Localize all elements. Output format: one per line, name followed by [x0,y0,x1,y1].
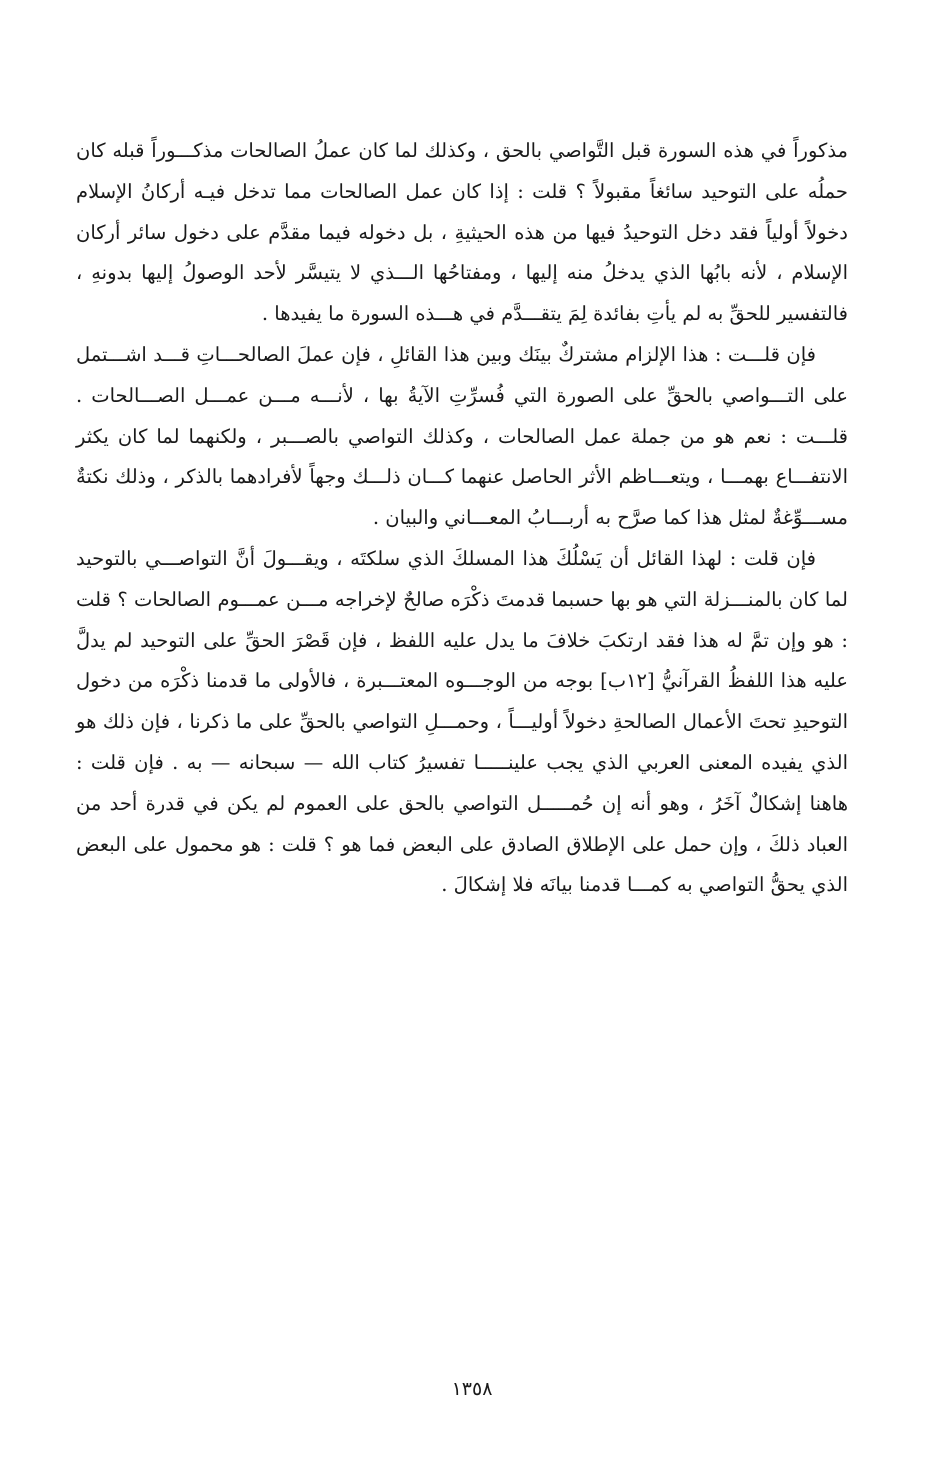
paragraph-2: فإن قلـــت : هذا الإلزام مشتركٌ بينَك وبين هذا القائلِ ، فإن عملَ الصالحـــاتِ قـــد اشـــتمل على التـــواصي بالحقِّ على الصورة التي فُسرِّتِ الآيةُ بها ، لأنـــه مـــن عمـــل الصـــالحات . قلـــت : نعم هو من جملة عمل الصالحات ، وكذلك التواصي بالصـــبر ، ولكنهما لما كان يكثر الانتفـــاع بهمـــا ، ويتعـــاظم الأثر الحاصل عنهما كـــان ذلـــك وجهاً لأفرادهما بالذكر ، وذلك نكتةٌ مســـوِّغةٌ لمثل هذا كما صرَّح به أربـــابُ المعـــاني والبيان . [76,342,848,530]
paragraph-1: مذكوراً في هذه السورة قبل التَّواصي بالحق ، وكذلك لما كان عملُ الصالحات مذكـــوراً قبله كان حملُه على التوحيد سائغاً مقبولاً ؟ قلت : إذا كان عمل الصالحات مما تدخل فيـه أركانُ الإسلام دخولاً أولياً فقد دخل التوحيدُ فيها من هذه الحيثيةِ ، بل دخوله فيما مقدَّم على دخول سائر أركان الإسلام ، لأنه بابُها الذي يدخلُ منه إليها ، ومفتاحُها الـــذي لا يتيسَّر لأحد الوصولُ إليها بدونهِ ، فالتفسير للحقِّ به لم يأتِ بفائدة لِمَ يتقـــدَّم في هـــذه السورة ما يفيدها . [76,139,848,326]
paragraph-3: فإن قلت : لهذا القائل أن يَسْلُكَ هذا المسلكَ الذي سلكتَه ، ويقـــولَ أنَّ التواصـــي بالتوحيد لما كان بالمنـــزلة التي هو بها حسبما قدمتَ ذكْرَه صالحٌ لإخراجه مـــن عمـــوم الصالحات ؟ قلت : هو وإن تمَّ له هذا فقد ارتكبَ خلافَ ما يدل عليه اللفظ ، فإن قَصْرَ الحقِّ على التوحيد لم يدلَّ عليه هذا اللفظُ القرآنيُّ [١٢ب] بوجه من الوجـــوه المعتـــبرة ، فالأولى ما قدمنا ذكْرَه من دخول التوحيدِ تحتَ الأعمال الصالحةِ دخولاً أوليـــاً ، وحمـــلِ التواصي بالحقِّ على ما ذكرنا ، فإن ذلك هو الذي يفيده المعنى العربي الذي يجب علينـــــا تفسيرُ كتاب الله — سبحانه — به . فإن قلت : هاهنا إشكالٌ آخَرُ ، وهو أنه إن حُمـــــل التواصي بالحق على العموم لم يكن في قدرة أحد من العباد ذلكَ ، وإن حمل على الإطلاق الصادق على البعض فما هو ؟ قلت : هو محمول على البعض الذي يحقُّ التواصي به كمـــا قدمنا بيانَه فلا إشكالَ . [76,546,848,897]
main-text [76,131,848,906]
page-number: ١٣٥٨ [451,1378,493,1400]
